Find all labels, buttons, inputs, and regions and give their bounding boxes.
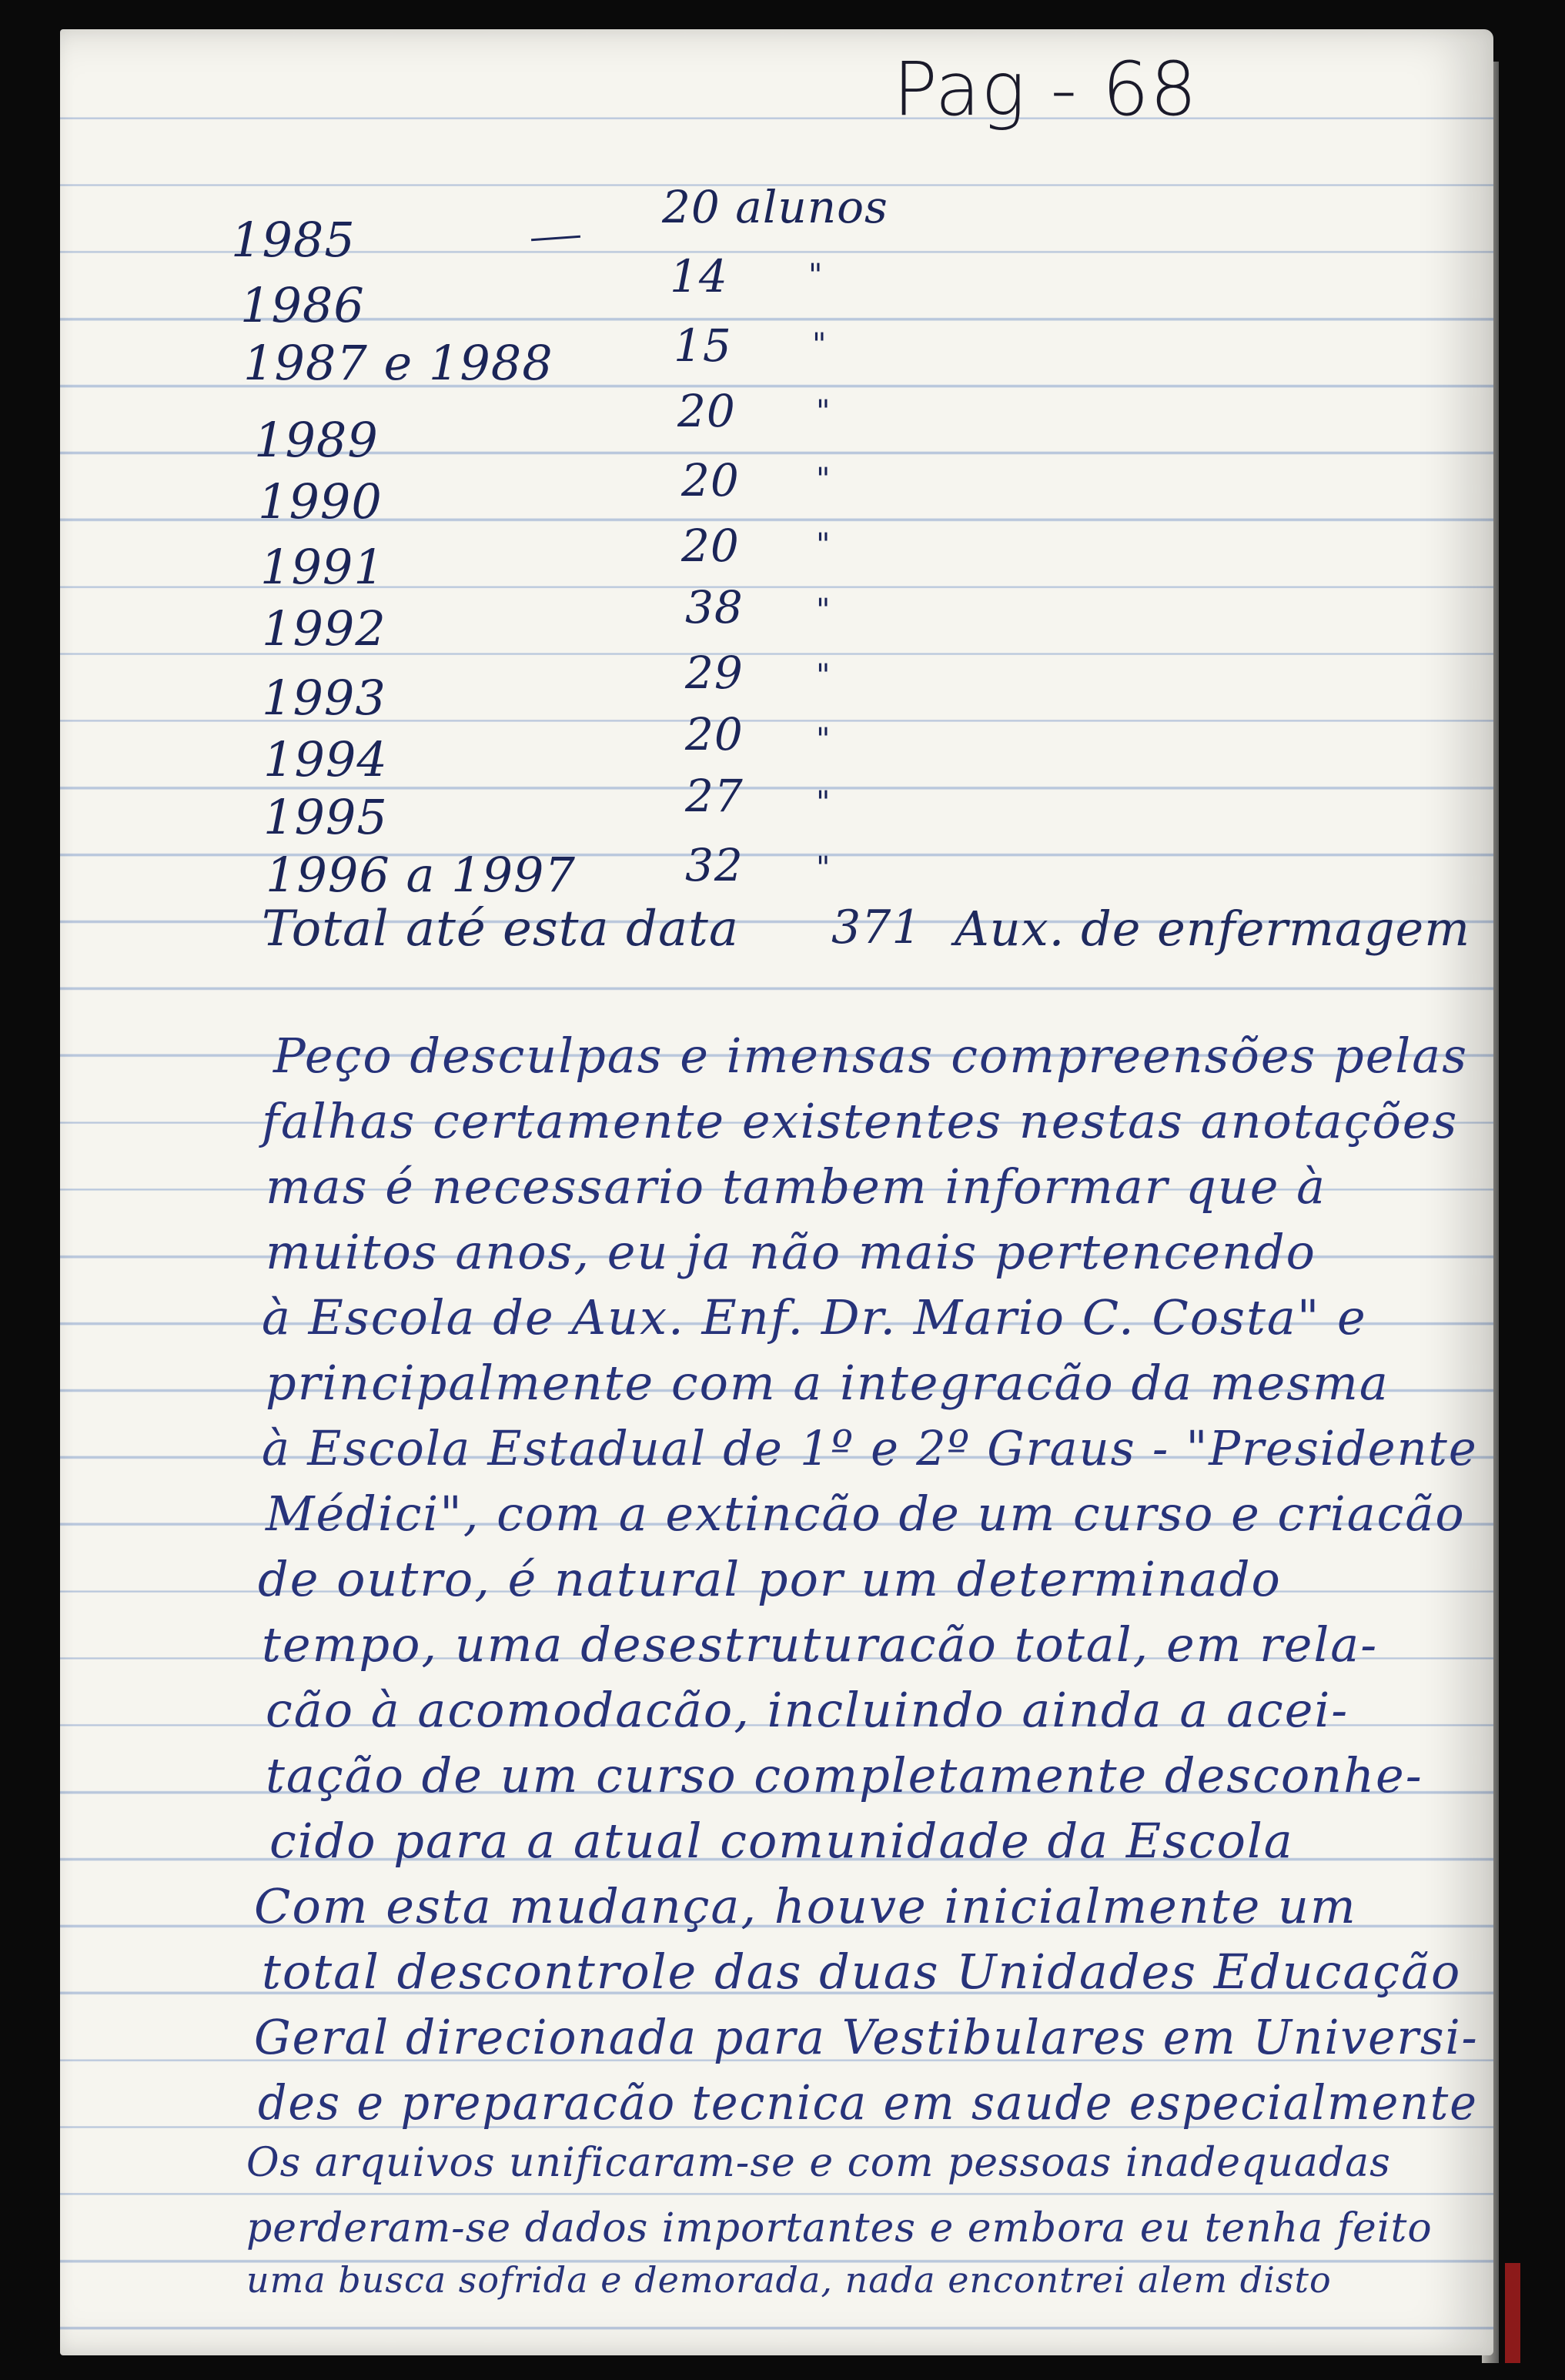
total-label: Total até esta data <box>262 901 739 958</box>
ditto-1992: " <box>816 593 831 628</box>
year-1994: 1994 <box>263 731 388 787</box>
paragraph-line: Peço desculpas e imensas compreensões pelas <box>273 1028 1469 1084</box>
ditto-1995: " <box>816 785 831 821</box>
count-1993: 29 <box>685 647 744 699</box>
year-1987-1988: 1987 e 1988 <box>243 335 553 391</box>
count-1992: 38 <box>685 581 744 633</box>
paragraph-line: falhas certamente existentes nestas anotações <box>262 1093 1459 1149</box>
paragraph-line: total descontrole das duas Unidades Educação <box>262 1944 1462 2000</box>
ditto-1990: " <box>816 462 831 497</box>
paragraph-line: principalmente com a integracão da mesma <box>266 1355 1389 1411</box>
ditto-1996-1997: " <box>816 851 831 886</box>
count-1996-1997: 32 <box>685 839 744 891</box>
paragraph-line: à Escola de Aux. Enf. Dr. Mario C. Costa" e <box>262 1289 1367 1345</box>
year-1995: 1995 <box>263 789 388 845</box>
paragraph-line: tação de um curso completamente desconhe- <box>266 1747 1423 1803</box>
paragraph-line: tempo, uma desestruturacão total, em rela- <box>262 1616 1379 1673</box>
count-1985: 20 alunos <box>662 181 888 233</box>
paragraph-line: muitos anos, eu ja não mais pertencendo <box>266 1224 1316 1280</box>
paragraph-line: Com esta mudança, houve inicialmente um <box>254 1878 1357 1934</box>
paragraph-line: uma busca sofrida e demorada, nada encontrei alem disto <box>246 2259 1332 2301</box>
year-1996-1997: 1996 a 1997 <box>266 847 576 903</box>
paragraph-line: des e preparacão tecnica em saude especialmente <box>258 2074 1478 2131</box>
ditto-1994: " <box>816 722 831 757</box>
count-1990: 20 <box>681 454 740 506</box>
year-1986: 1986 <box>240 277 365 333</box>
count-1987-1988: 15 <box>674 319 732 372</box>
paragraph-line: cão à acomodacão, incluindo ainda a acei- <box>266 1682 1349 1738</box>
count-1986: 14 <box>670 250 728 303</box>
year-1993: 1993 <box>262 670 386 726</box>
page-number: Pag - 68 <box>893 46 1198 132</box>
count-1991: 20 <box>681 520 740 572</box>
paragraph-line: perderam-se dados importantes e embora eu tenha feito <box>246 2205 1433 2251</box>
paragraph-line: Geral direcionada para Vestibulares em Universi- <box>254 2009 1479 2065</box>
paragraph-line: cido para a atual comunidade da Escola <box>269 1813 1294 1869</box>
year-1989: 1989 <box>254 412 379 468</box>
total-unit: Aux. de enfermagem <box>955 901 1470 957</box>
paragraph-line: mas é necessario tambem informar que à <box>266 1158 1327 1215</box>
year-1990: 1990 <box>258 473 383 530</box>
paragraph-line: à Escola Estadual de 1º e 2º Graus - "Presidente <box>262 1420 1478 1476</box>
total-value: 371 <box>831 901 922 954</box>
paragraph-line: de outro, é natural por um determinado <box>258 1551 1282 1607</box>
year-1985: 1985 <box>231 212 356 268</box>
year-1992: 1992 <box>262 600 386 657</box>
ditto-1986: " <box>808 258 824 293</box>
ditto-1989: " <box>816 394 831 430</box>
paragraph-line: Os arquivos unificaram-se e com pessoas inadequadas <box>246 2140 1391 2186</box>
paragraph-line: Médici", com a extincão de um curso e criacão <box>266 1486 1466 1542</box>
year-1991: 1991 <box>260 539 385 595</box>
ditto-1987-1988: " <box>812 327 828 363</box>
notebook-cover-corner <box>1505 2263 1520 2363</box>
count-1994: 20 <box>685 708 744 760</box>
ditto-1991: " <box>816 527 831 563</box>
ditto-1993: " <box>816 658 831 694</box>
count-1989: 20 <box>677 385 736 437</box>
count-1995: 27 <box>685 770 744 822</box>
